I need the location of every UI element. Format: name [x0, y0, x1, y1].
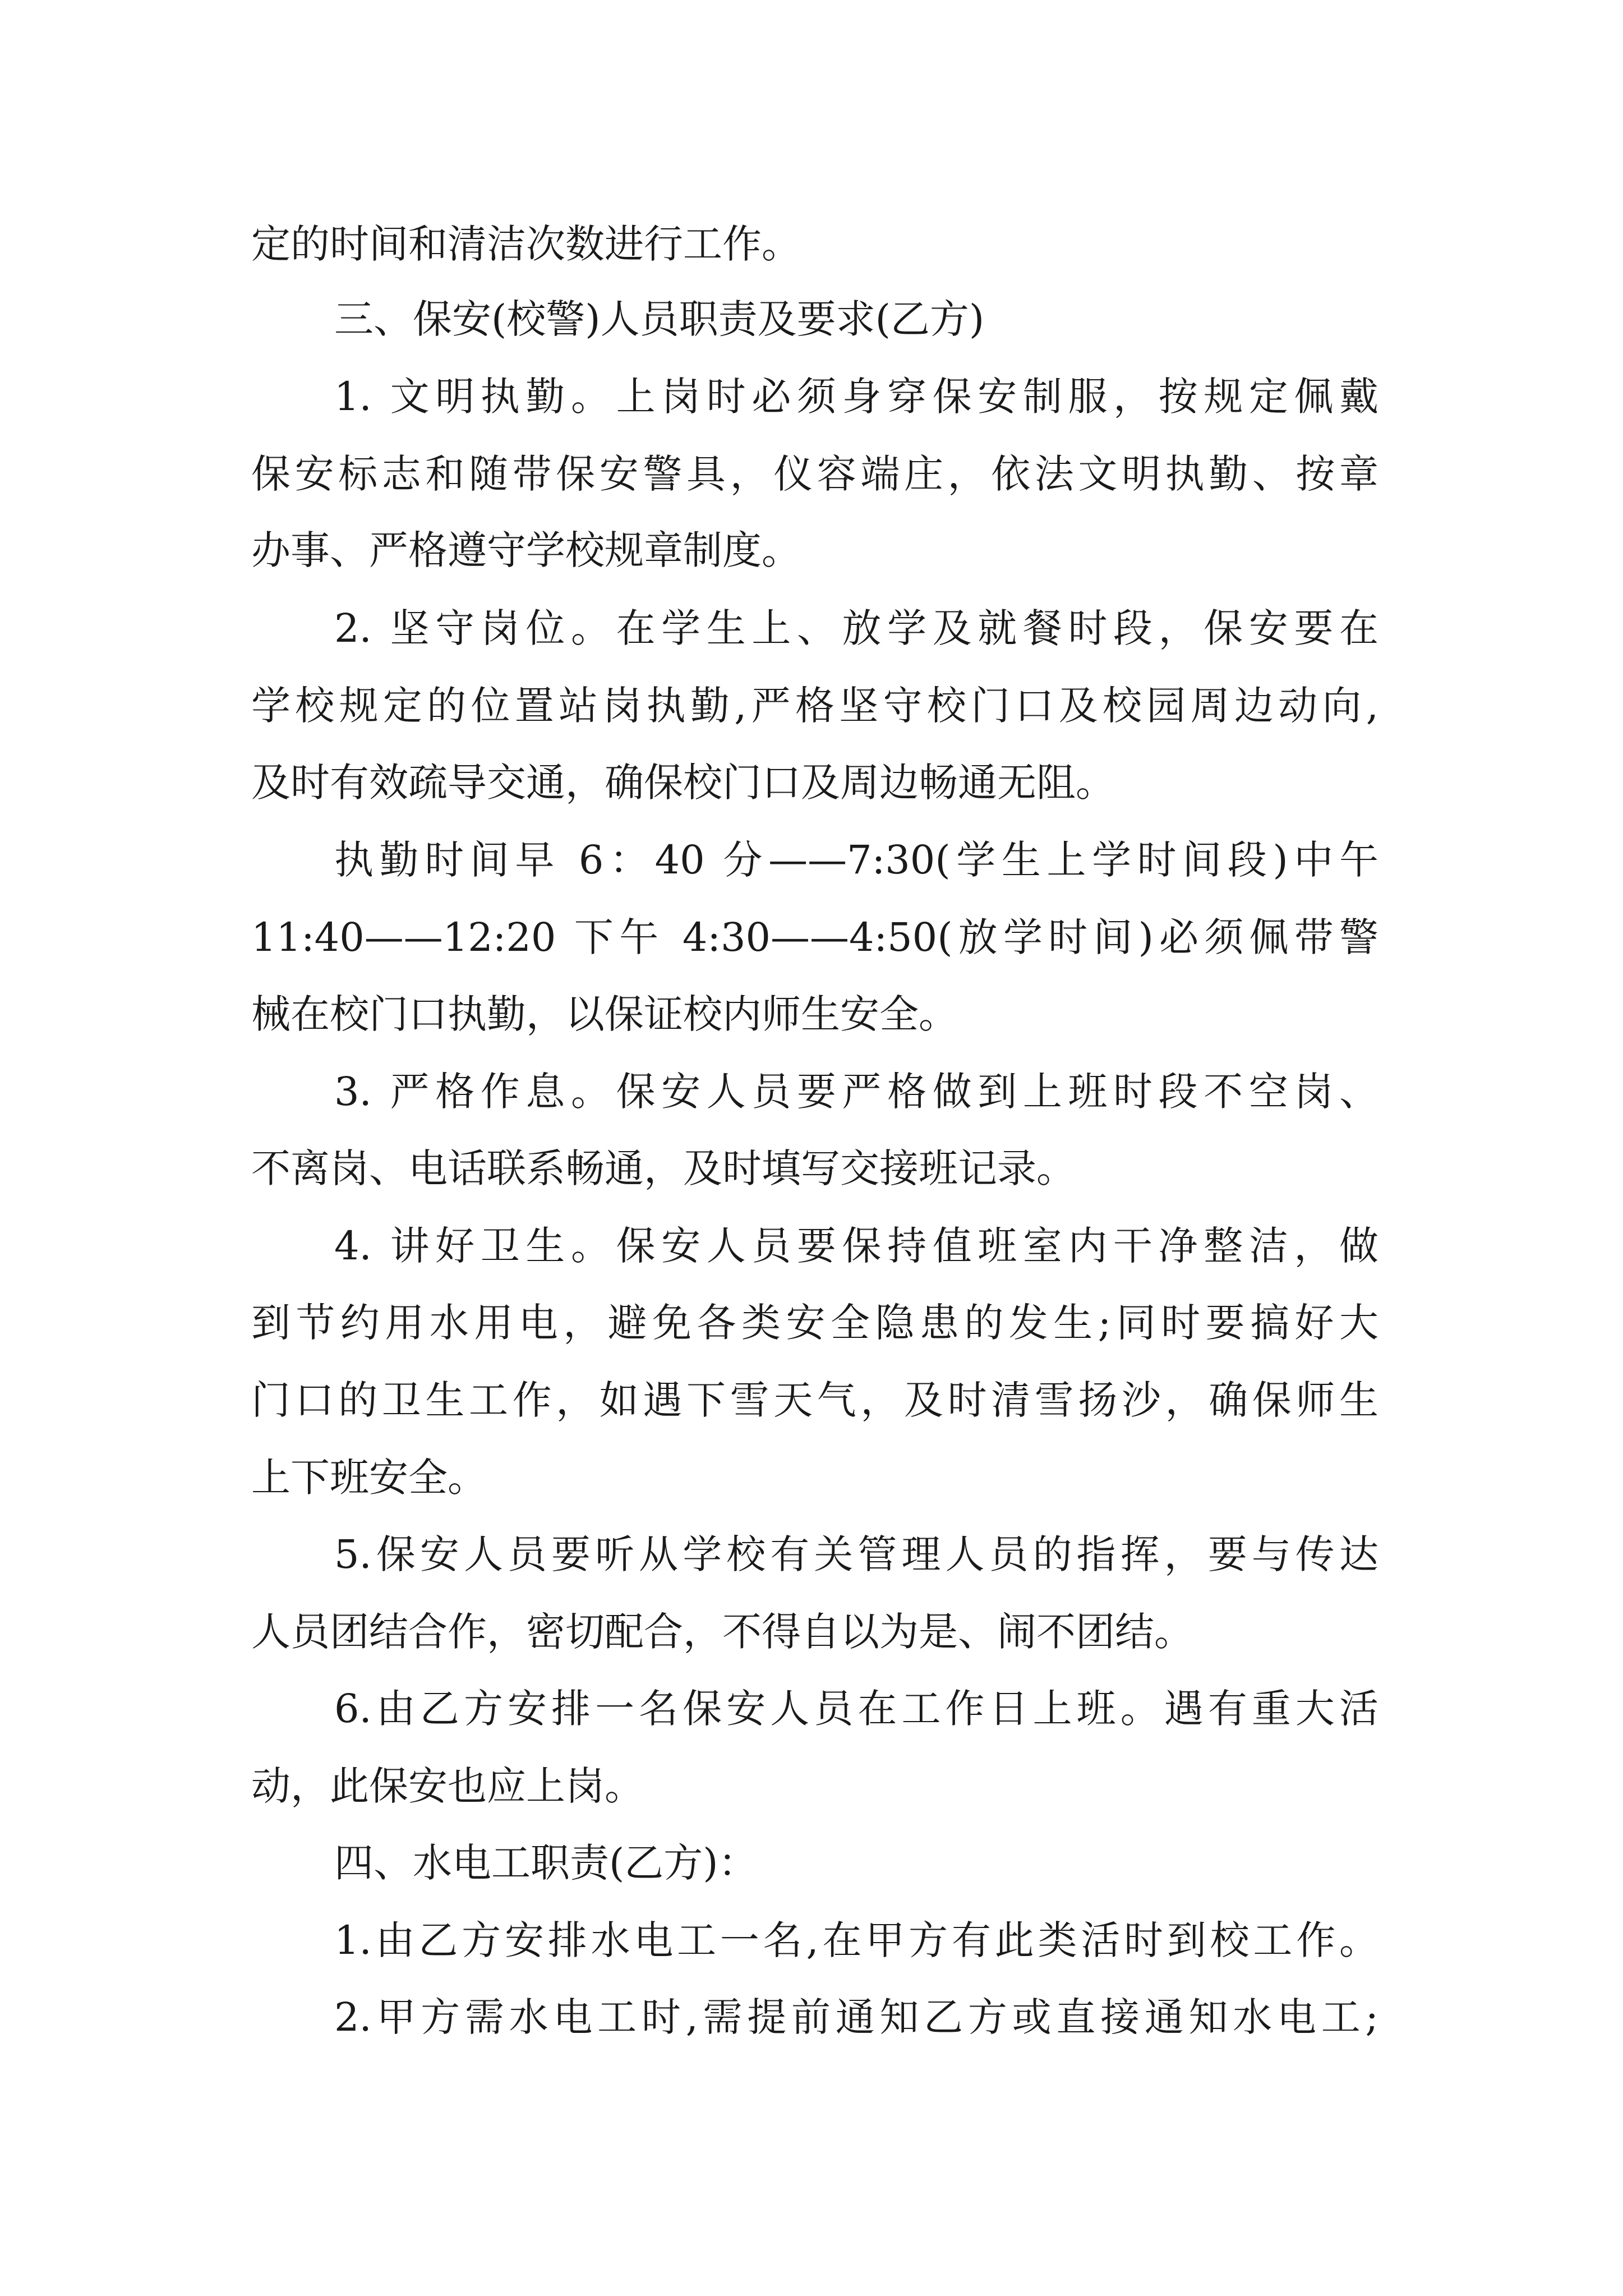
text-line: 1.由乙方安排水电工一名,在甲方有此类活时到校工作。 — [334, 1917, 1378, 1963]
text-line: 及时有效疏导交通，确保校门口及周边畅通无阻。 — [251, 760, 1115, 806]
text-line: 1. 文明执勤。上岗时必须身穿保安制服，按规定佩戴 — [334, 374, 1378, 420]
text-line: 动，此保安也应上岗。 — [251, 1763, 644, 1809]
text-line: 11:40——12:20 下午 4:30——4:50(放学时间)必须佩带警 — [251, 914, 1378, 960]
section-heading: 三、保安(校警)人员职责及要求(乙方) — [334, 296, 985, 342]
text-line: 3. 严格作息。保安人员要严格做到上班时段不空岗、 — [334, 1069, 1378, 1115]
text-line: 械在校门口执勤，以保证校内师生安全。 — [251, 991, 958, 1037]
text-line: 定的时间和清洁次数进行工作。 — [251, 221, 801, 267]
section-heading: 四、水电工职责(乙方)： — [334, 1840, 758, 1886]
text-line: 2. 坚守岗位。在学生上、放学及就餐时段，保安要在 — [334, 605, 1378, 651]
text-line: 人员团结合作，密切配合，不得自以为是、闹不团结。 — [251, 1609, 1193, 1655]
text-line: 4. 讲好卫生。保安人员要保持值班室内干净整洁，做 — [334, 1223, 1378, 1269]
text-line: 5.保安人员要听从学校有关管理人员的指挥，要与传达 — [334, 1531, 1378, 1577]
text-line: 执勤时间早 6：40 分——7:30(学生上学时间段)中午 — [334, 837, 1378, 883]
text-line: 2.甲方需水电工时,需提前通知乙方或直接通知水电工; — [334, 1994, 1378, 2040]
text-line: 上下班安全。 — [251, 1455, 487, 1501]
text-line: 学校规定的位置站岗执勤,严格坚守校门口及校园周边动向, — [251, 683, 1378, 729]
text-line: 门口的卫生工作，如遇下雪天气，及时清雪扬沙，确保师生 — [251, 1377, 1378, 1423]
text-line: 不离岗、电话联系畅通，及时填写交接班记录。 — [251, 1145, 1076, 1191]
text-line: 保安标志和随带保安警具，仪容端庄，依法文明执勤、按章 — [251, 451, 1378, 497]
text-line: 到节约用水用电，避免各类安全隐患的发生;同时要搞好大 — [251, 1300, 1378, 1346]
text-line: 办事、严格遵守学校规章制度。 — [251, 527, 801, 573]
text-line: 6.由乙方安排一名保安人员在工作日上班。遇有重大活 — [334, 1686, 1378, 1732]
